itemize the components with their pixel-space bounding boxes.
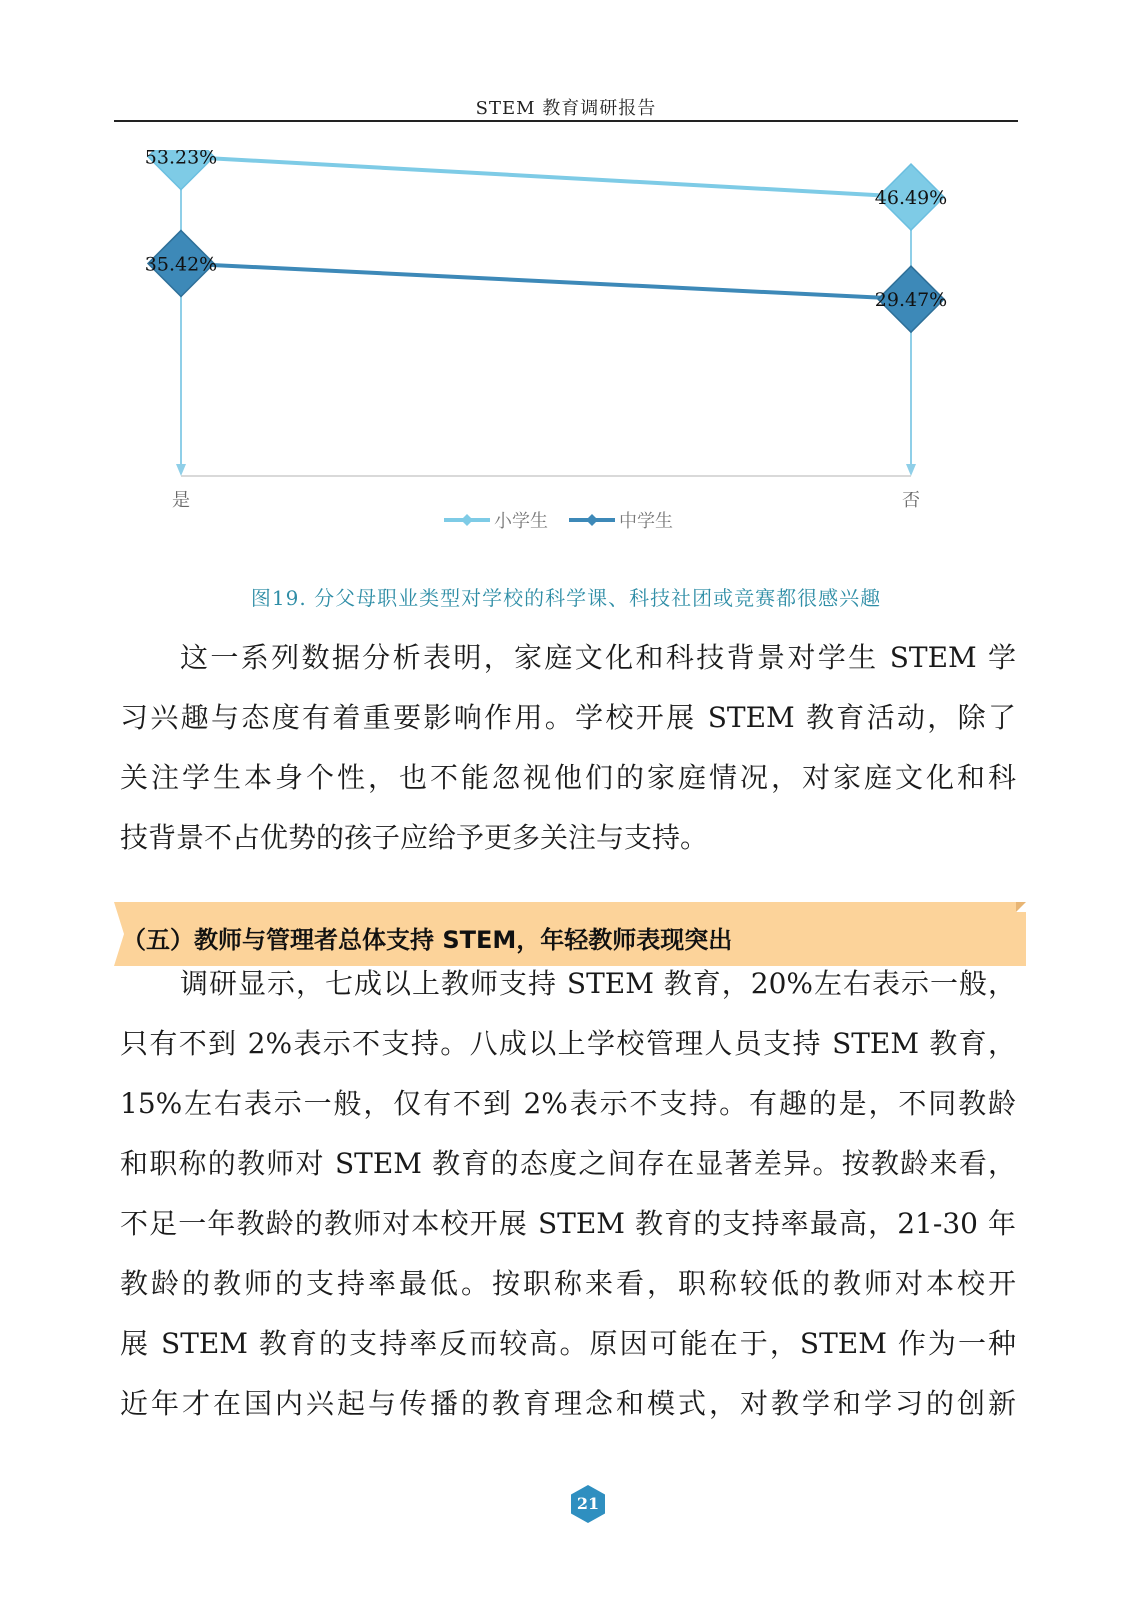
- paragraph-line: 不足一年教龄的教师对本校开展 STEM 教育的支持率最高，21-30 年: [120, 1207, 1016, 1240]
- body-paragraph-2: [120, 954, 1016, 1434]
- line-chart: [114, 150, 1018, 560]
- drop-line-arrow: [176, 464, 186, 476]
- data-label: 29.47%: [874, 289, 948, 312]
- series-line: [181, 263, 911, 299]
- paragraph-line: 和职称的教师对 STEM 教育的态度之间存在显著差异。按教龄来看，: [120, 1147, 1016, 1180]
- data-label: 46.49%: [874, 187, 948, 210]
- paragraph-line: 近年才在国内兴起与传播的教育理念和模式，对教学和学习的创新: [120, 1387, 1016, 1420]
- section-heading: （五）教师与管理者总体支持 STEM，年轻教师表现突出: [122, 926, 733, 954]
- drop-line-arrow: [906, 464, 916, 476]
- paragraph-line: 技背景不占优势的孩子应给予更多关注与支持。: [120, 821, 709, 854]
- legend-swatch-marker: [461, 514, 473, 526]
- paragraph-line: 调研显示，七成以上教师支持 STEM 教育，20%左右表示一般，: [180, 967, 1016, 1000]
- data-label: 53.23%: [144, 150, 218, 169]
- paragraph-line: 习兴趣与态度有着重要影响作用。学校开展 STEM 教育活动，除了: [120, 701, 1016, 734]
- header-rule: [114, 120, 1018, 122]
- x-tick-label: 是: [172, 490, 190, 511]
- paragraph-line: 15%左右表示一般，仅有不到 2%表示不支持。有趣的是，不同教龄: [120, 1087, 1016, 1120]
- paragraph-line: 只有不到 2%表示不支持。八成以上学校管理人员支持 STEM 教育，: [120, 1027, 1016, 1060]
- legend-label: 中学生: [619, 511, 673, 532]
- x-tick-label: 否: [902, 490, 920, 511]
- paragraph-line: 展 STEM 教育的支持率反而较高。原因可能在于，STEM 作为一种: [120, 1327, 1016, 1360]
- chart-series: [145, 150, 947, 332]
- paragraph-line: 这一系列数据分析表明，家庭文化和科技背景对学生 STEM 学: [180, 641, 1016, 674]
- running-header: STEM 教育调研报告: [475, 98, 657, 119]
- chart-x-ticks: [172, 490, 920, 511]
- data-label: 35.42%: [144, 253, 218, 276]
- paragraph-line: 关注学生本身个性，也不能忽视他们的家庭情况，对家庭文化和科: [120, 761, 1016, 794]
- body-paragraph-1: [120, 628, 1016, 868]
- chart-legend: [444, 511, 673, 532]
- figure-caption: 图19. 分父母职业类型对学校的科学课、科技社团或竞赛都很感兴趣: [250, 586, 882, 610]
- paragraph-line: 教龄的教师的支持率最低。按职称来看，职称较低的教师对本校开: [120, 1267, 1016, 1300]
- chart-axes: [176, 157, 916, 476]
- legend-swatch-marker: [586, 514, 598, 526]
- legend-label: 小学生: [494, 511, 548, 532]
- page-number: 21: [576, 1494, 600, 1513]
- series-line: [181, 157, 911, 197]
